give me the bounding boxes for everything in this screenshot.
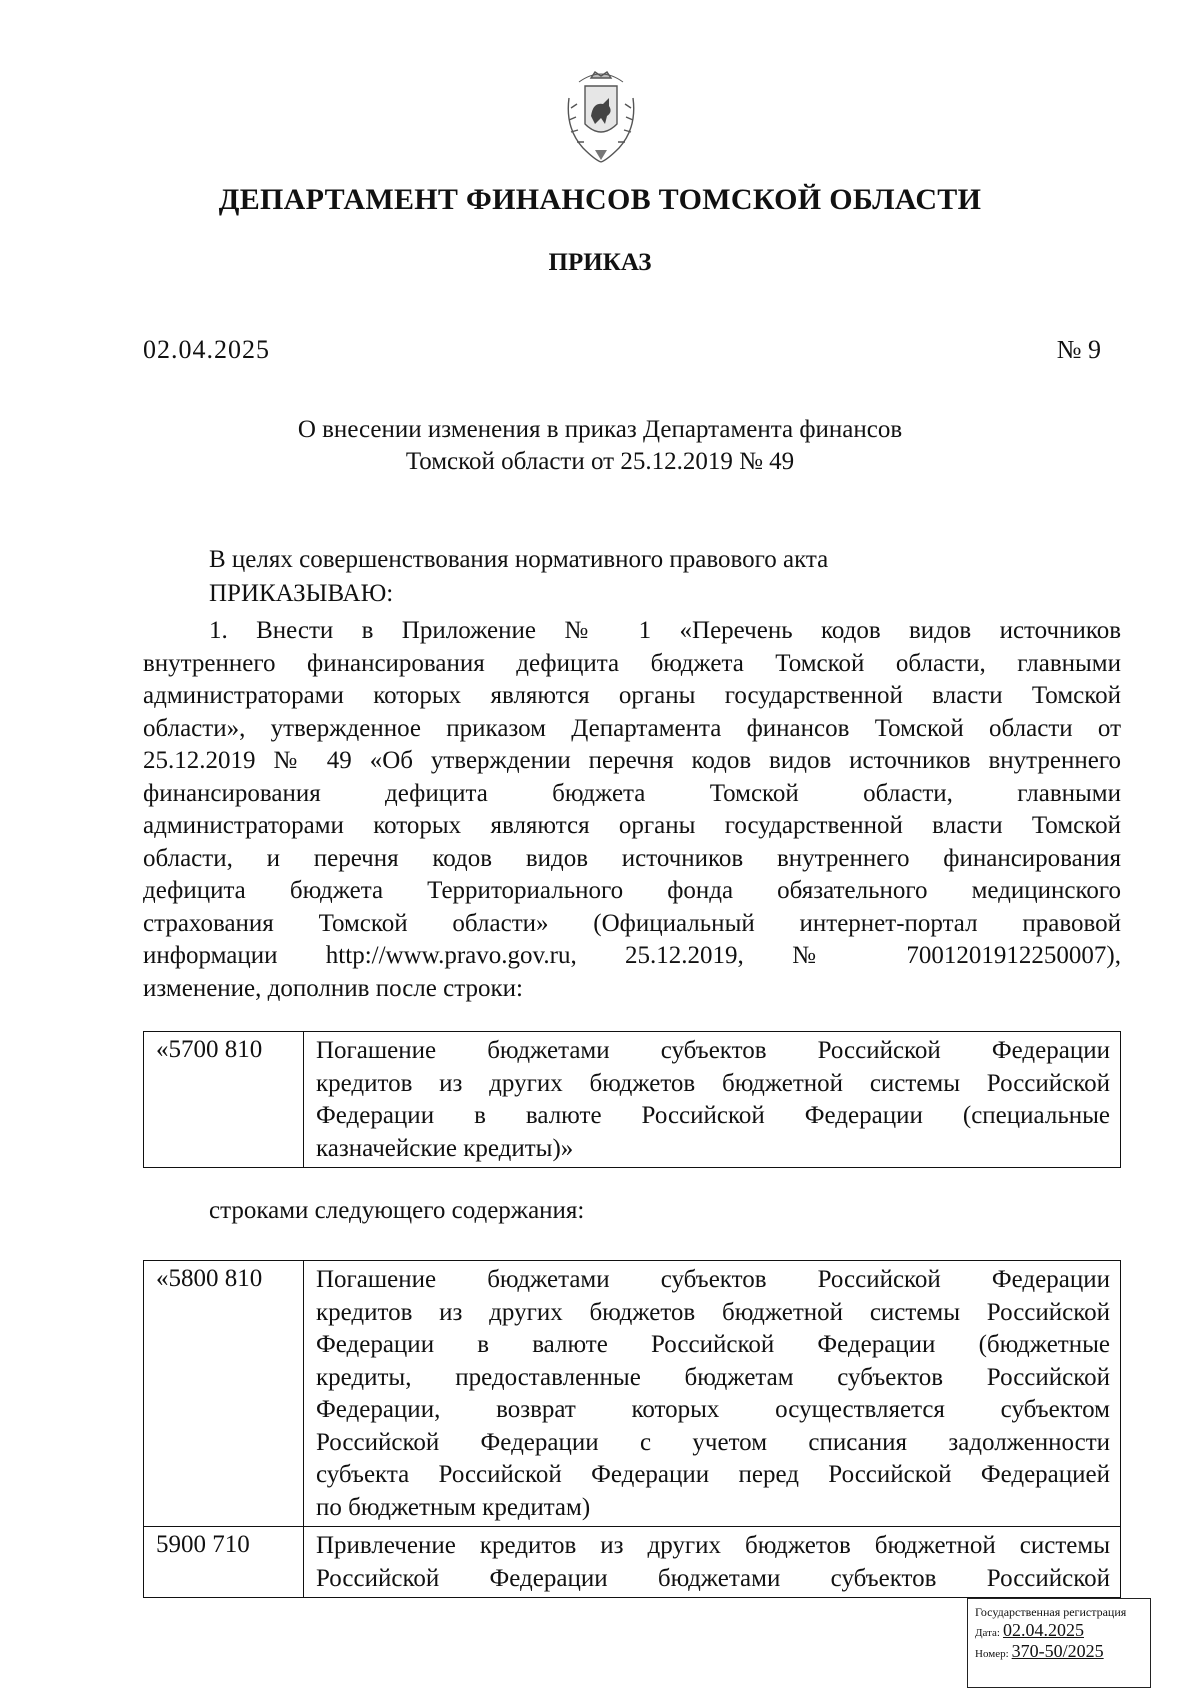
description-line: Российской Федерации бюджетами субъектов Российской	[316, 1564, 1110, 1592]
stamp-title: Государственная регистрация	[975, 1605, 1127, 1619]
paragraph-line: области», утвержденное приказом Департамента финансов Томской области от	[143, 714, 1121, 742]
stamp-number-value: 370-50/2025	[1011, 1641, 1104, 1661]
table-row	[144, 1261, 1121, 1527]
description-line: Погашение бюджетами субъектов Российской Федерации	[316, 1037, 1110, 1064]
description-cell	[304, 1032, 1121, 1168]
paragraph-line: дефицита бюджета Территориального фонда обязательного медицинского	[143, 877, 1121, 904]
coat-of-arms-emblem	[561, 68, 641, 168]
stamp-date-value: 02.04.2025	[1002, 1620, 1084, 1640]
preamble: В целях совершенствования нормативного правового акта	[209, 546, 829, 573]
description-line: Погашение бюджетами субъектов Российской Федерации	[316, 1266, 1110, 1293]
description-line: субъекта Российской Федерации перед Российской Федерацией	[316, 1461, 1110, 1488]
code-cell: «5700 810	[144, 1032, 304, 1168]
subject-line: О внесении изменения в приказ Департамента финансов	[297, 416, 903, 443]
paragraph-line: страхования Томской области» (Официальный интернет-портал правовой	[143, 909, 1121, 937]
description-cell	[304, 1527, 1121, 1598]
paragraph-line: информации http://www.pravo.gov.ru, 25.12.2019, № 7001201912250007),	[143, 942, 1121, 969]
table-row	[144, 1527, 1121, 1598]
paragraph-line: области, и перечня кодов видов источников внутреннего финансирования	[143, 844, 1121, 872]
paragraph-line: 1. Внести в Приложение № 1 «Перечень кодов видов источников	[209, 617, 1121, 644]
description-line: Федерации, возврат которых осуществляется субъектом	[316, 1396, 1110, 1423]
new-rows-table	[143, 1260, 1121, 1598]
existing-row-table	[143, 1031, 1121, 1168]
paragraph-line: 25.12.2019 № 49 «Об утверждении перечня кодов видов источников внутреннего	[143, 747, 1121, 774]
table-row	[144, 1032, 1121, 1168]
description-cell	[304, 1261, 1121, 1527]
description-line: Федерации в валюте Российской Федерации (бюджетные	[316, 1331, 1110, 1358]
description-line: кредитов из других бюджетов бюджетной системы Российской	[316, 1069, 1110, 1097]
paragraph-line: администраторами которых являются органы государственной власти Томской	[143, 812, 1121, 839]
paragraph-1	[143, 615, 1121, 1005]
order-subject	[200, 414, 1000, 478]
description-line: Привлечение кредитов из других бюджетов бюджетной системы	[316, 1532, 1110, 1559]
description-line: кредиты, предоставленные бюджетам субъектов Российской	[316, 1363, 1110, 1391]
code-cell: 5900 710	[144, 1527, 304, 1598]
paragraph-line: изменение, дополнив после строки:	[143, 974, 523, 1002]
stamp-number-label: Номер:	[975, 1648, 1009, 1660]
paragraph-line: администраторами которых являются органы государственной власти Томской	[143, 682, 1121, 709]
department-name: ДЕПАРТАМЕНТ ФИНАНСОВ ТОМСКОЙ ОБЛАСТИ	[218, 183, 982, 216]
stamp-date-label: Дата:	[975, 1627, 1000, 1639]
description-line: по бюджетным кредитам)	[316, 1493, 591, 1521]
subject-line: Томской области от 25.12.2019 № 49	[405, 448, 795, 475]
description-line: кредитов из других бюджетов бюджетной системы Российской	[316, 1298, 1110, 1326]
description-line: казначейские кредиты)»	[316, 1134, 574, 1162]
code-cell: «5800 810	[144, 1261, 304, 1527]
lines-intro: строками следующего содержания:	[209, 1197, 585, 1224]
registration-stamp	[967, 1598, 1151, 1688]
paragraph-line: финансирования дефицита бюджета Томской области, главными	[143, 779, 1121, 807]
order-number: № 9	[1056, 335, 1101, 364]
paragraph-line: внутреннего финансирования дефицита бюджета Томской области, главными	[143, 649, 1121, 677]
document-type: ПРИКАЗ	[548, 249, 652, 276]
description-line: Федерации в валюте Российской Федерации (специальные	[316, 1102, 1110, 1129]
order-date: 02.04.2025	[143, 335, 270, 364]
description-line: Российской Федерации с учетом списания задолженности	[316, 1428, 1110, 1456]
order-directive: ПРИКАЗЫВАЮ:	[209, 580, 394, 607]
